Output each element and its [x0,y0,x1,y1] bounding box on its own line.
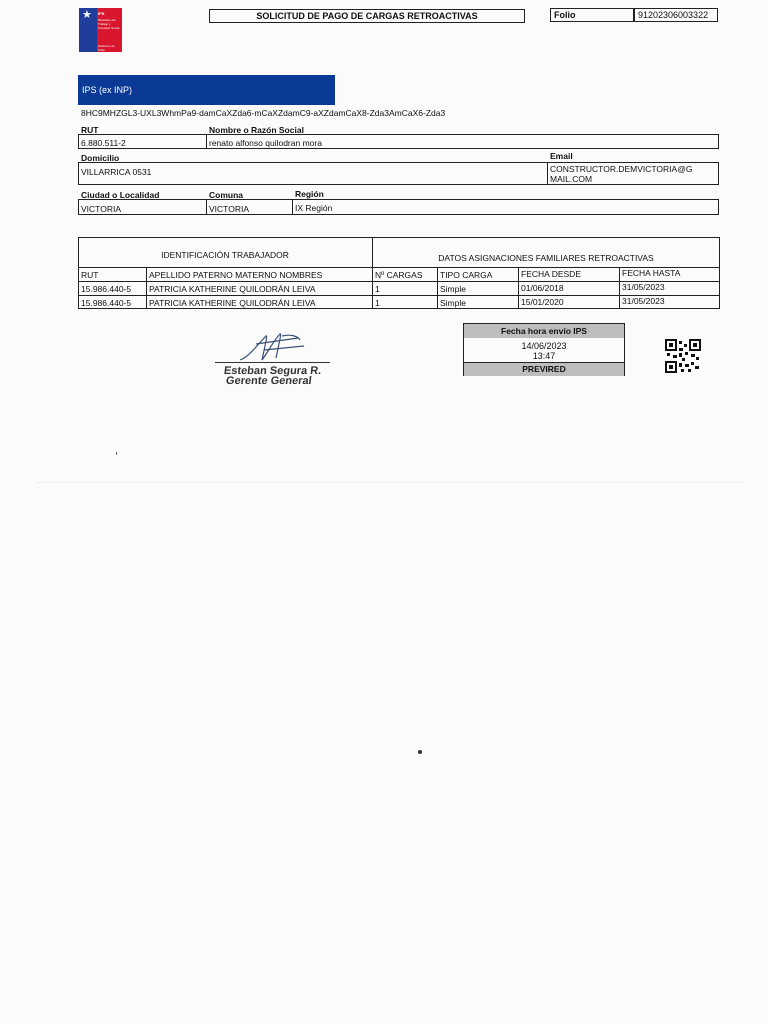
table-cell: 01/06/2018 [521,283,564,293]
table-cell: 1 [375,298,380,308]
divider [619,267,620,309]
signature-line [215,362,330,363]
column-header: FECHA HASTA [622,268,681,278]
name-label: Nombre o Razón Social [209,125,304,135]
ips-label: IPS (ex INP) [82,85,133,95]
table-cell: Simple [440,284,466,294]
city-value: VICTORIA [81,204,121,214]
logo-line3: Gobierno de Chile [98,44,115,52]
divider [372,237,373,309]
ips-send-time: 13:47 [532,351,556,361]
divider [718,162,719,184]
ink-dot [418,750,422,754]
signatory-name: Esteban Segura R. [223,365,322,377]
ink-dot [116,452,117,455]
ips-send-box [463,323,625,376]
group-header-right: DATOS ASIGNACIONES FAMILIARES RETROACTIVAS [438,253,654,263]
table-cell: 15/01/2020 [521,297,564,307]
comuna-value: VICTORIA [209,204,249,214]
rut-label: RUT [81,125,99,135]
divider [206,199,207,214]
address-label: Domicilio [81,153,120,163]
ips-send-date: 14/06/2023 [521,341,567,351]
document-title: SOLICITUD DE PAGO DE CARGAS RETROACTIVAS [209,9,525,23]
email-value-line1: CONSTRUCTOR.DEMVICTORIA@G [550,164,693,174]
column-header: TIPO CARGA [440,270,493,280]
divider [78,134,79,148]
column-header: APELLIDO PATERNO MATERNO NOMBRES [149,270,323,280]
divider [518,267,519,309]
ips-send-footer: PREVIRED [464,362,624,376]
logo-line2: Ministerio del Trabajo y Previsión Social [98,18,120,30]
name-value: renato alfonso quilodran mora [209,138,322,148]
divider [718,134,719,148]
column-header: FECHA DESDE [521,269,581,279]
divider [292,199,293,214]
city-label: Ciudad o Localidad [81,190,160,200]
divider [206,134,207,148]
divider [78,148,719,149]
divider [78,134,719,135]
divider [78,184,719,185]
divider [78,199,79,214]
divider [78,162,79,184]
divider [78,162,719,163]
divider [78,214,719,215]
page-fold [36,482,744,483]
divider [146,267,147,309]
address-value: VILLARRICA 0531 [81,167,152,177]
email-value-line2: MAIL.COM [550,174,593,184]
star-icon: ★ [82,9,92,21]
qr-code-icon [665,339,701,373]
ips-send-header: Fecha hora envío IPS [464,324,624,338]
table-cell: 1 [375,284,380,294]
table-cell: Simple [440,298,466,308]
divider [78,199,719,200]
column-header: Nº CARGAS [375,270,423,280]
ips-logo [79,8,122,66]
verification-code: 8HC9MHZGL3-UXL3WhmPa9-damCaXZda6-mCaXZdamC9-aXZdamCaX8-Zda3AmCaX6-Zda3 [81,108,446,118]
divider [718,199,719,214]
comuna-label: Comuna [209,190,243,200]
folio-label: Folio [550,8,634,22]
group-header-left: IDENTIFICACIÓN TRABAJADOR [161,250,289,260]
table-cell: 15.986.440-5 [81,298,132,308]
table-cell: 31/05/2023 [622,282,665,292]
folio-value: 91202306003322 [634,8,718,22]
table-cell: PATRICIA KATHERINE QUILODRÁN LEIVA [149,298,316,308]
column-header: RUT [81,270,99,280]
rut-value: 6.880.511-2 [81,138,126,148]
table-cell: 31/05/2023 [622,296,665,306]
region-label: Región [295,189,324,199]
region-value: IX Región [295,203,333,213]
email-label: Email [550,151,573,161]
signatory-title: Gerente General [225,375,313,387]
divider [547,162,548,184]
table-cell: PATRICIA KATHERINE QUILODRÁN LEIVA [149,284,316,294]
logo-line1: IPS [98,11,105,16]
table-cell: 15.986.440-5 [81,284,132,294]
divider [437,267,438,309]
